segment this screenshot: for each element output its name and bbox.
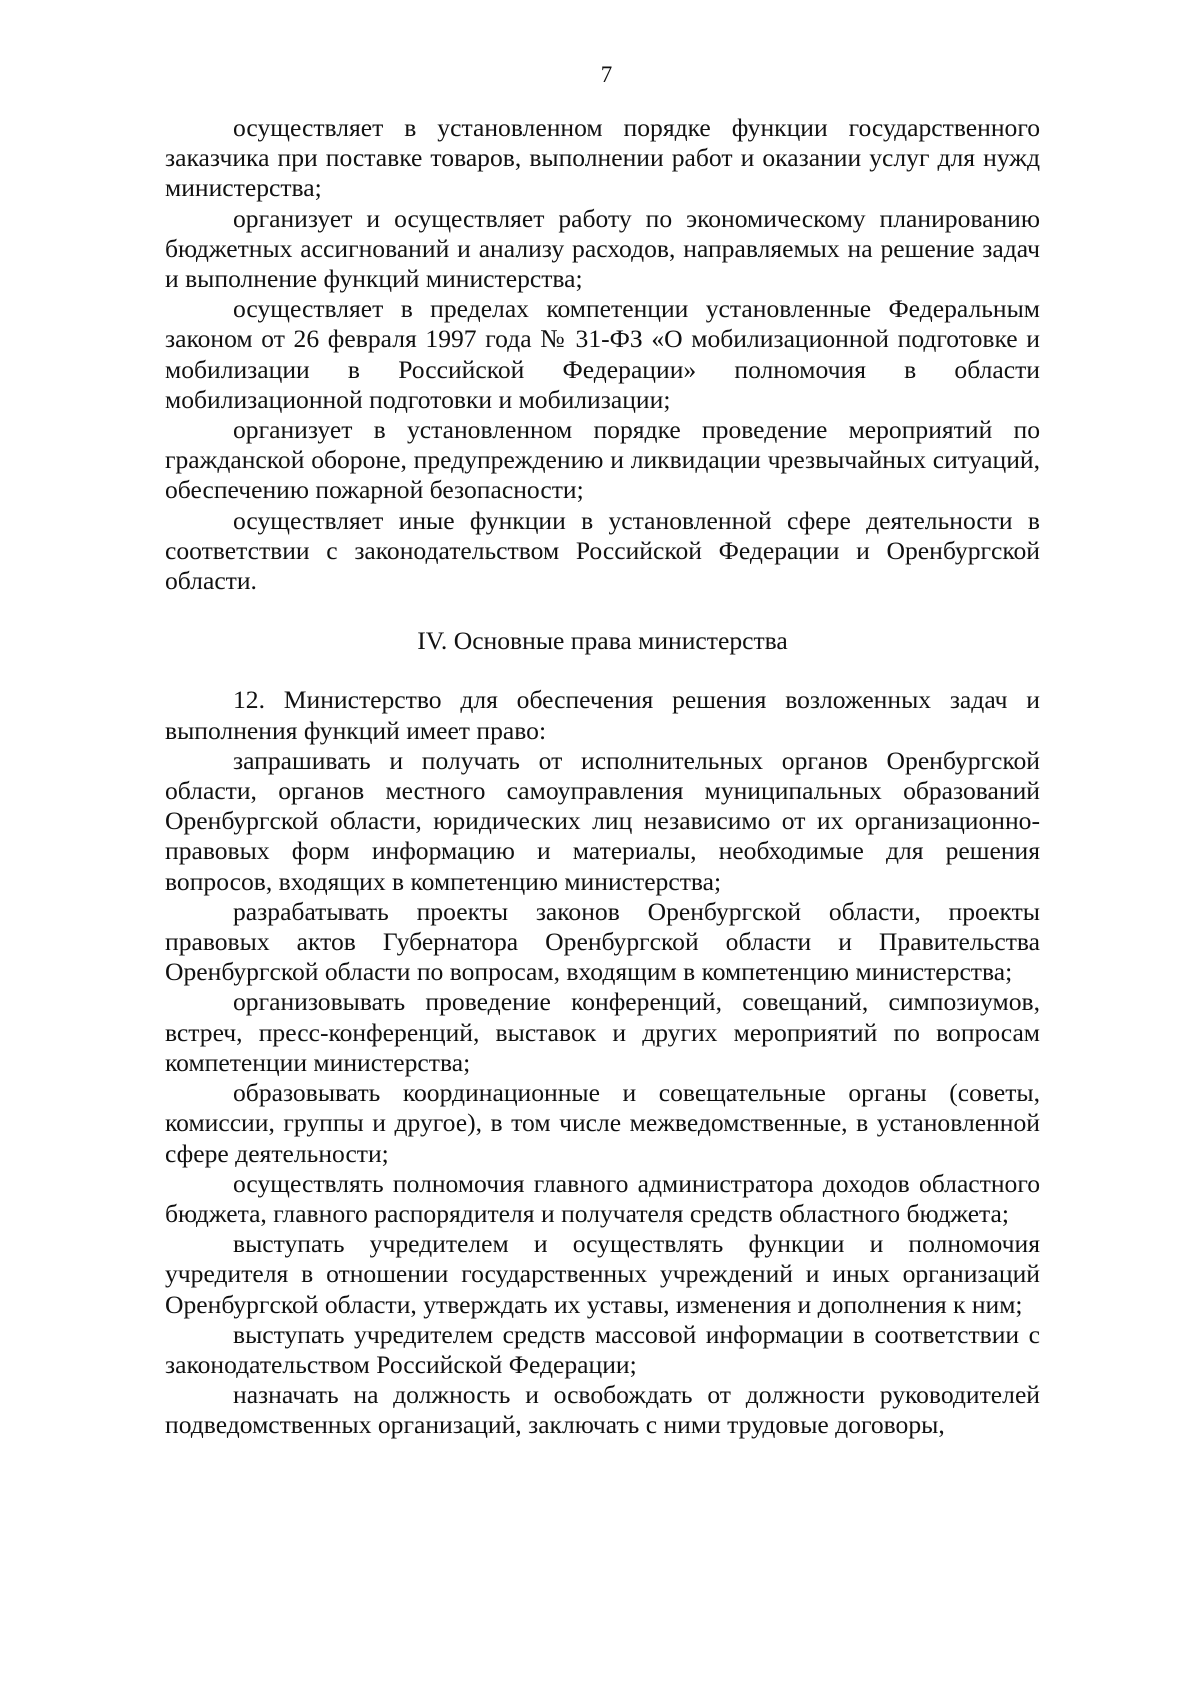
paragraph: выступать учредителем средств массовой информации в соответствии с законодательством Российской Федерации;	[165, 1319, 1040, 1379]
paragraph: 12. Министерство для обеспечения решения возложенных задач и выполнения функций имеет право:	[165, 685, 1040, 745]
paragraph: разрабатывать проекты законов Оренбургской области, проекты правовых актов Губернатора Оренбургской области и Правительства Оренбургской области по вопросам, входящим в компетенцию министерства;	[165, 896, 1040, 987]
section-heading: IV. Основные права министерства	[417, 626, 788, 656]
paragraph: назначать на должность и освобождать от должности руководителей подведомственных организаций, заключать с ними трудовые договоры,	[165, 1380, 1040, 1440]
page-number: 7	[600, 62, 613, 87]
paragraph: организовывать проведение конференций, совещаний, симпозиумов, встреч, пресс-конференций, выставок и других мероприятий по вопросам компетенции министерства;	[165, 987, 1040, 1077]
paragraph: запрашивать и получать от исполнительных органов Оренбургской области, органов местного самоуправления муниципальных образований Оренбургской области, юридических лиц независимо от их организационно-правовых форм информацию и материалы, необходимые для решения вопросов, входящих в компетенцию министерства;	[165, 745, 1040, 896]
paragraph: выступать учредителем и осуществлять функции и полномочия учредителя в отношении государственных учреждений и иных организаций Оренбургской области, утверждать их уставы, изменения и дополнения к ним;	[165, 1229, 1040, 1319]
paragraph: организует и осуществляет работу по экономическому планированию бюджетных ассигнований и анализу расходов, направляемых на решение задач и выполнение функций министерства;	[165, 203, 1040, 294]
paragraph: осуществляет в установленном порядке функции государственного заказчика при поставке товаров, выполнении работ и оказании услуг для нужд министерства;	[165, 113, 1040, 203]
paragraph: осуществлять полномочия главного администратора доходов областного бюджета, главного распорядителя и получателя средств областного бюджета;	[165, 1168, 1040, 1228]
paragraph: образовывать координационные и совещательные органы (советы, комиссии, группы и другое), в том числе межведомственные, в установленной сфере деятельности;	[165, 1078, 1040, 1168]
paragraph: осуществляет иные функции в установленной сфере деятельности в соответствии с законодательством Российской Федерации и Оренбургской области.	[165, 505, 1040, 596]
paragraph: осуществляет в пределах компетенции установленные Федеральным законом от 26 февраля 1997 года № 31-ФЗ «О мобилизационной подготовке и мобилизации в Российской Федерации» полномочия в области мобилизационной подготовки и мобилизации;	[165, 294, 1040, 414]
paragraph: организует в установленном порядке проведение мероприятий по гражданской обороне, предупреждению и ликвидации чрезвычайных ситуаций, обеспечению пожарной безопасности;	[165, 415, 1040, 505]
document-body	[165, 113, 1040, 1441]
